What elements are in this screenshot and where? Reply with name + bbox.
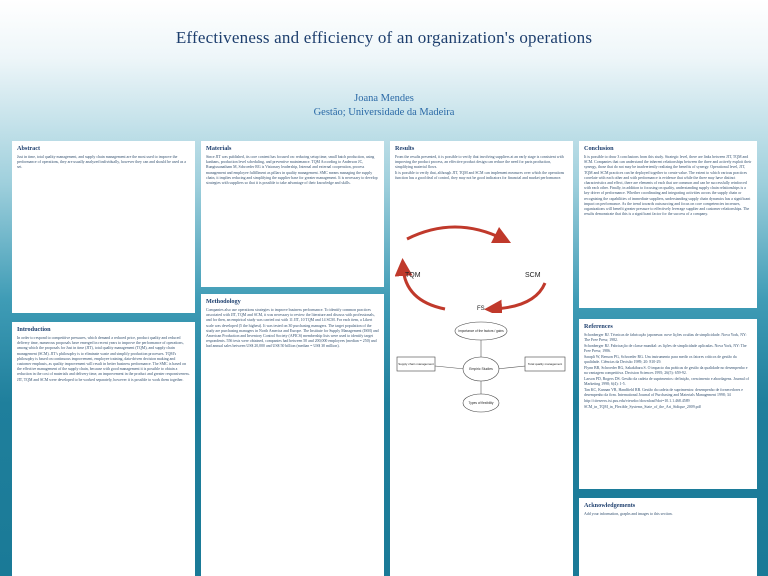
figure-label-tqm: TQM [405, 272, 421, 280]
conclusion-text: It is possible to draw 3 conclusions from this study. Strategic level, there are links between JIT, TQM and SCM. Companies that can understand the inherent relationships between the three and actively exploit their synergy, those that do not may be inadvertently realizing the benefits of synergy. Operational level, JIT, TQM and SCM practices can be deployed together to create value. The extent to which various practices correlate with each other and with performance is evidence that while the three may have distinct characteristics and effect, there are elements of each that are common and can be successfully reinforced with each other. Finally, in addition to focusing on quality, understanding supply chain relationships is a key driver of performance. Whether coordinating and integrating activities across the supply chain or recognizing the capabilities of immediate suppliers, understanding supply chain dynamics has a significant impact on performance. As the trend towards outsourcing and focus on core competencies increases, organizations will benefit greater pressure to effectively leverage supplier and customer relationships. The results demonstrate that this is a significant factor for the success of a company. [584, 155, 752, 217]
abstract-section [12, 141, 195, 313]
cycle-arrow-top [407, 227, 503, 239]
empiric-studies-diagram [395, 319, 567, 419]
reference-item: Flynn BB, Schroeder RG, Sakakibara S. O impacto das práticas de gestão da qualidade no desempenho e na vantagem competitiva. Decision Sciences 1995; 26(5): 659-92. [584, 366, 748, 376]
abstract-text: Just in time, total quality management, and supply chain management are the most used to improve the performance of operations, they are usually analyzed individually, however they can and should be used as a set. [17, 155, 186, 170]
node-importance-label: Importance of the factors / gains [458, 329, 504, 334]
methodology-section [201, 294, 384, 576]
reference-item: http://citeseerx.ist.psu.edu/viewdoc/download?doi=10.1.1.468.4589 [584, 399, 690, 403]
introduction-text: In order to respond to competitive pressures, which demand a reduced price, product quality and reduced delivery time, numerous proposals have emerged in recent years to improve the performance of operations, among which the proposals for Just in time (JIT), total quality management (TQM), and supply chain management (SCM). JIT's philosophy is to eliminate waste and simplify production processes. TQM's philosophy is based on continuous improvement, employee training, data-driven decision making and customer emphasis, as quality improvement will result in better business performance. The SMC is based on the effective management of the supply chain, because with good management it is possible to obtain a reduction in the cost of materials and delivery time, an improvement in the product and greater responsiveness. JIT, TQM and SCM were developed to be worked separately, however it is possible to work them together. [17, 336, 190, 382]
author-name: Joana Mendes [354, 93, 414, 104]
jit-tqm-scm-cycle-figure [395, 221, 567, 313]
author-affiliation: Gestão; Universidade da Madeira [313, 107, 455, 118]
methodology-text: Companies also use operations strategies to improve business performance. To identify common practices associated with JIT, TQM and SCM, it was necessary to review the literature and discuss with professionals, and for then, an empirical study was carried out with 11 JIT, 10 TQM and 14 SCM. For each item, a Likert scale was developed (5 the highest). It was tested on 30 purchasing managers. The target population of the study are purchasing managers in North America and Europe. The Institute for Supply Management (ISM) and American Production and Inventory Control Society (APICS) membership lists were used to identify target respondents. 556 tests were obtained, companies had between 50 and 200,000 employees (median = 250) and had annual sales between US$ 20,000 and US$ 50 billion (median = US$ 30 million). [206, 308, 379, 349]
node-empiric-label: Empiric Studies [469, 367, 493, 372]
conclusion-section [579, 141, 757, 308]
methodology-heading: Methodology [206, 298, 241, 305]
materials-heading: Materials [206, 145, 232, 152]
cycle-arrow-right [493, 283, 545, 309]
materials-section [201, 141, 384, 287]
conclusion-heading: Conclusion [584, 145, 614, 152]
references-section [579, 319, 757, 489]
figure-label-scm: SCM [525, 272, 541, 280]
materials-text: Since JIT was published, its core content has focused on: reducing setup time, small batch production, using kanbans, production level scheduling, and preventive maintenance. TQM According to Anderson JC, Rungtusanatham M, Schroeder RG is Visionary leadership, Internal and external cooperation, process management and employee fulfillment as pillars in quality management. SMC means managing the supply chain, it implies reducing and simplifying the supplier base for greater management. It is necessary to develop strategies with suppliers so that it is possible to take advantage of their knowledge and skills. [206, 155, 378, 186]
references-heading: References [584, 323, 613, 330]
poster-title: Effectiveness and efficiency of an organization's operations [175, 28, 593, 47]
introduction-section [12, 322, 195, 576]
figure-label-fs: FS [477, 306, 485, 313]
results-text-1: From the results presented, it is possible to verify that involving suppliers at an early stage is consistent with improving the product process, an effective product design can reduce the need for parts production, simplifying material flows. [395, 155, 564, 170]
reference-item: Tan KC, Kannan VR, Handfield RB. Gestão da cadeia de suprimentos: desempenho de fornecedores e desempenho da firm. International Journal of Purchasing and Materials Management 1998; 34 [584, 388, 744, 398]
reference-item: SCM_in_TQM_in_Flexible_Systems_State_of_the_Art_Sidique_2009.pdf [584, 404, 701, 409]
results-section [390, 141, 573, 576]
acknowledgements-heading: Acknowledgements [584, 502, 636, 509]
results-heading: Results [395, 145, 415, 152]
introduction-heading: Introduction [17, 326, 51, 333]
author-block [0, 92, 768, 120]
results-text-2: It is possible to verify that, although JIT, TQM and SCM can implement measures over which the operations function has a good deal of control, they may not be good indicators for financial and market performance. [395, 170, 565, 180]
reference-item: Larson PD, Rogers DS. Gestão da cadeia de suprimentos: definição, crescimento e abordagens. Journal of Marketing 1998; 6(4): 1-5. [584, 377, 749, 387]
reference-item: Schonberger RJ. Fabricação de classe mundial: as lições de simplicidade aplicadas. Nova York, NY: The Free Press; 1986. [584, 344, 747, 354]
acknowledgements-text: Add your information, graphs and images to this section. [584, 512, 673, 516]
reference-item: Sarapli W, Benson PG, Schroeder RG. Um instrumento para medir os fatores críticos de gestão da qualidade. Ciências da Decisão 1989; 20: 810-29. [584, 355, 737, 365]
reference-item: Schonberger RJ. Técnicas de fabricação japonesas: nove lições ocultas de simplicidade. Nova York, NY: The Free Press; 1982. [584, 333, 747, 343]
node-types-label: Types of flexibility [468, 401, 494, 406]
node-total-quality-label: Total quality management [527, 362, 563, 367]
acknowledgements-section [579, 498, 757, 576]
abstract-heading: Abstract [17, 145, 41, 152]
node-supply-chain-label: Supply chain management [398, 362, 434, 367]
